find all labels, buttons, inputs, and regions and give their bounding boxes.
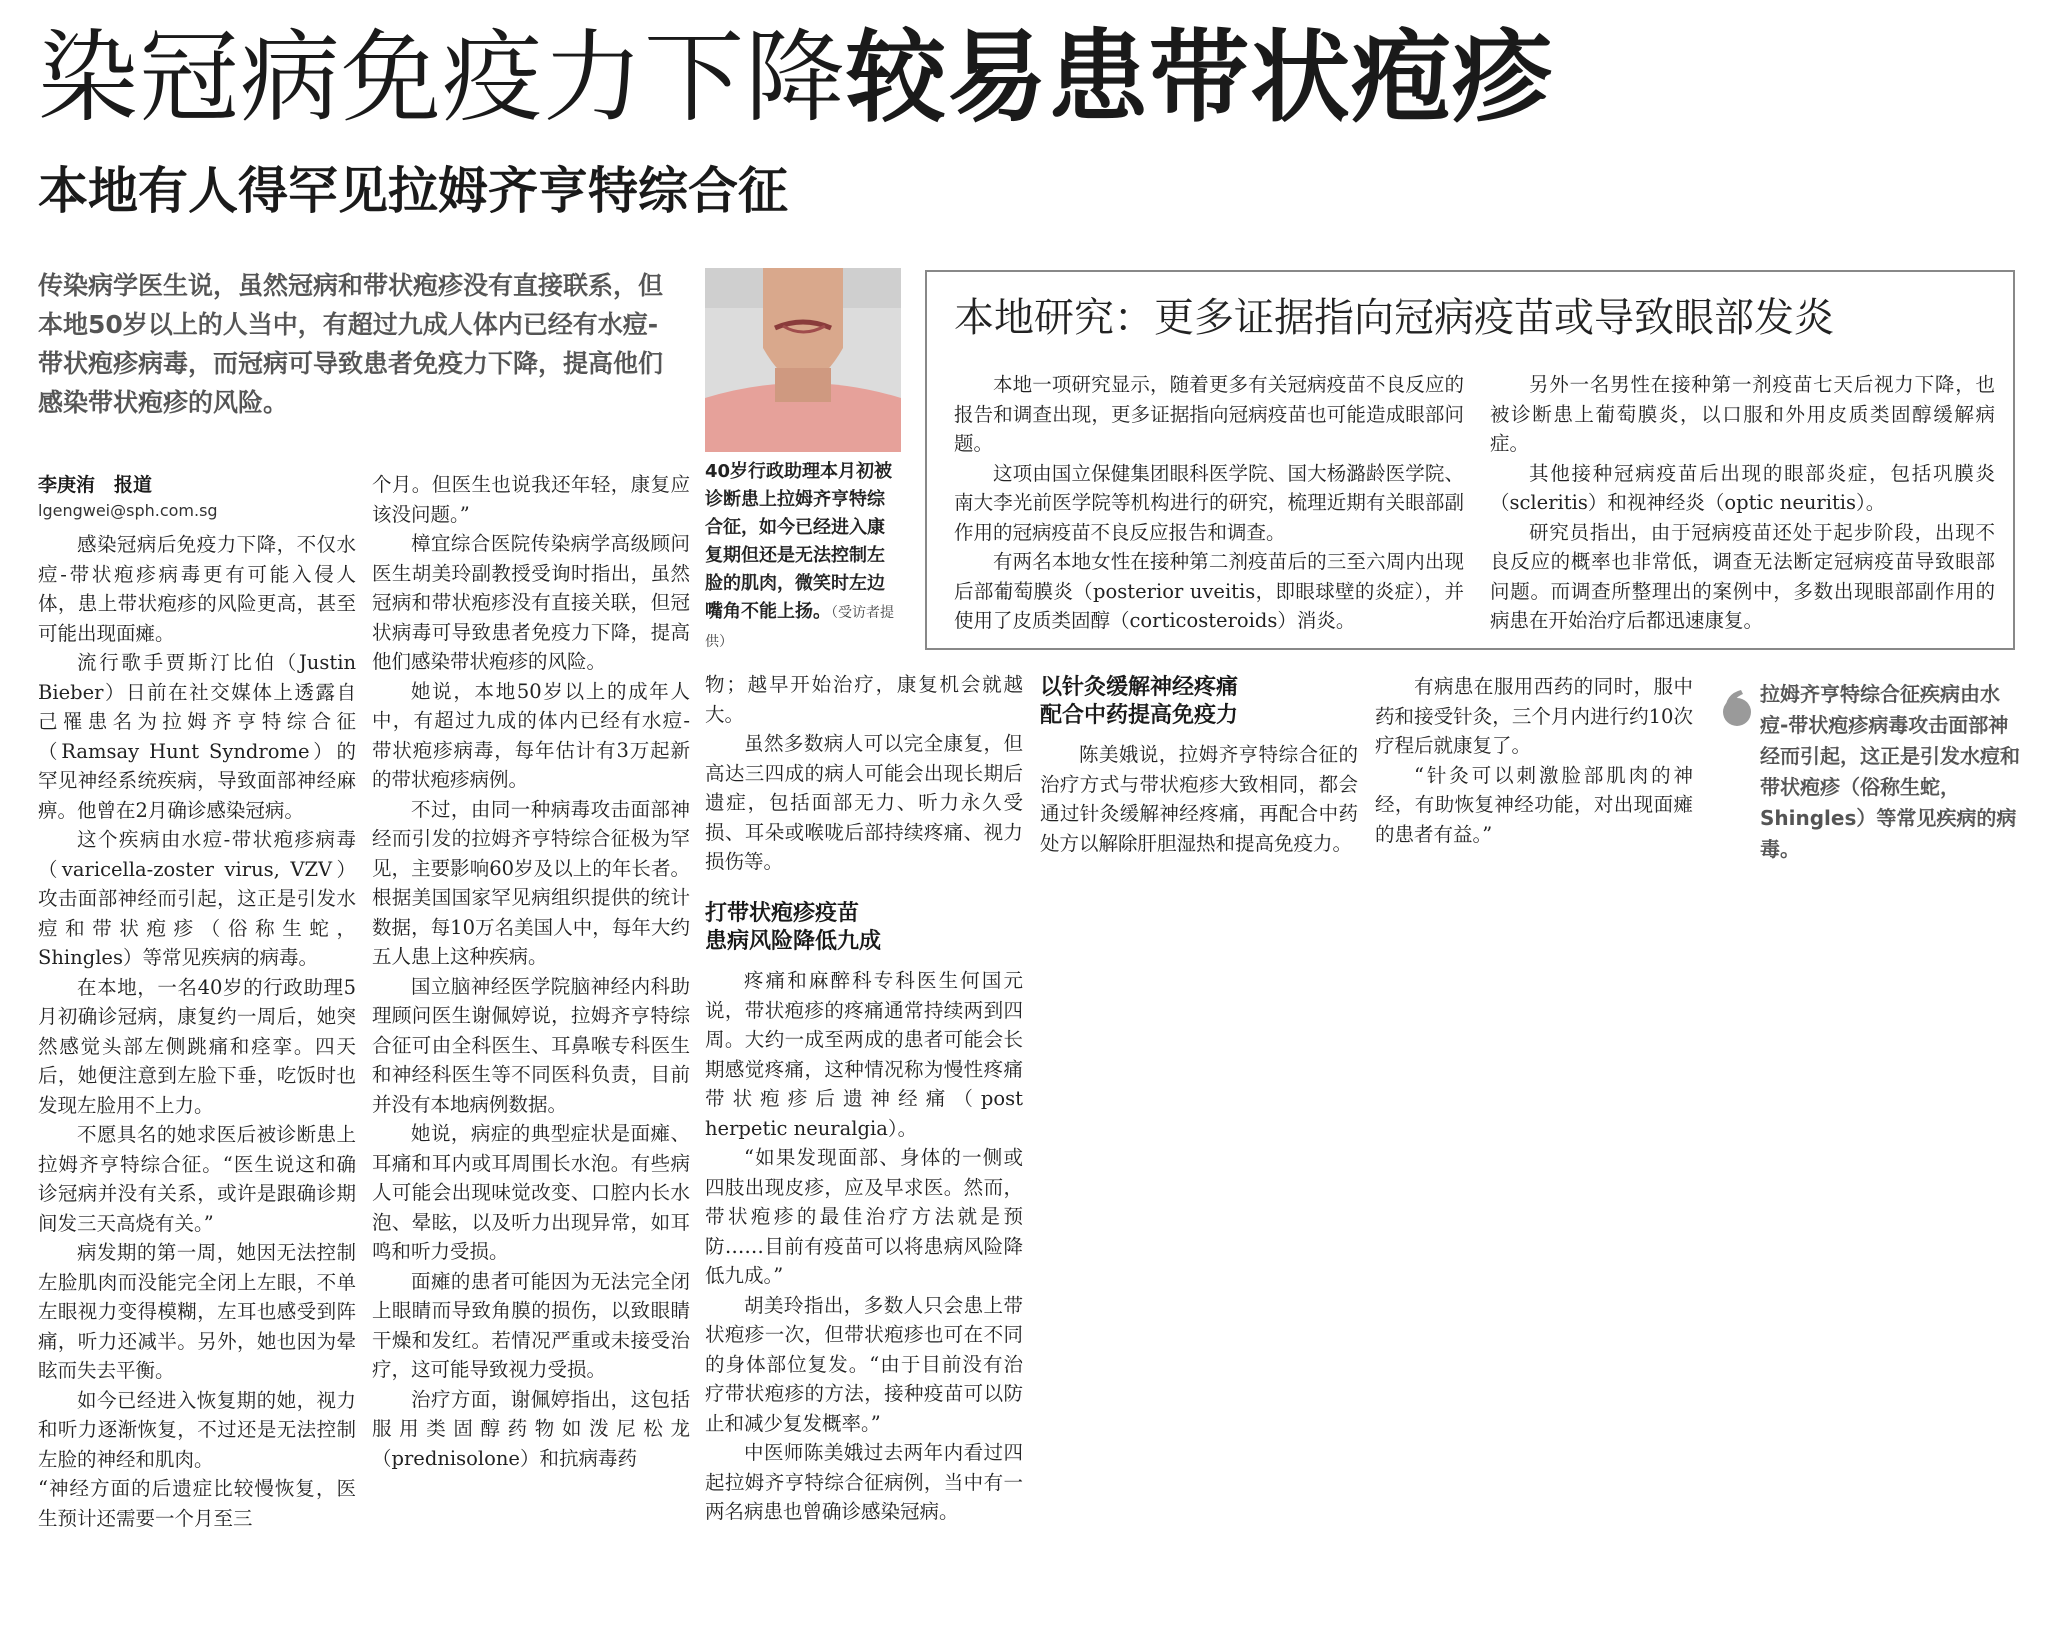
article-column-5	[1375, 672, 1693, 849]
paragraph: 这项由国立保健集团眼科医学院、国大杨潞龄医学院、南大李光前医学院等机构进行的研究，梳理近期有关眼部副作用的冠病疫苗不良反应报告和调查。	[954, 461, 1464, 544]
paragraph: 这个疾病由水痘-带状疱疹病毒（varicella-zoster virus, VZV）攻击面部神经而引起，这正是引发水痘和带状疱疹（俗称生蛇，Shingles）等常见疾病的病毒。	[38, 828, 356, 969]
paragraph: 胡美玲指出，多数人只会患上带状疱疹一次，但带状疱疹也可在不同的身体部位复发。“由于目前没有治疗带状疱疹的方法，接种疫苗可以防止和减少复发概率。”	[705, 1293, 1023, 1435]
paragraph: 其他接种冠病疫苗后出现的眼部炎症，包括巩膜炎（scleritis）和视神经炎（optic neuritis）。	[1490, 461, 1995, 514]
paragraph: 有病患在服用西药的同时，服中药和接受针灸，三个月内进行约10次疗程后就康复了。	[1375, 675, 1693, 757]
paragraph: 研究员指出，由于冠病疫苗还处于起步阶段，出现不良反应的概率也非常低，调查无法断定冠病疫苗导致眼部问题。而调查所整理出的案例中，多数出现眼部副作用的病患在开始治疗后都迅速康复。	[1490, 520, 1995, 632]
paragraph: 她说，病症的典型症状是面瘫、耳痛和耳内或耳周围长水泡。有些病人可能会出现味觉改变、口腔内长水泡、晕眩，以及听力出现异常，如耳鸣和听力受损。	[372, 1122, 690, 1263]
subhead-line: 患病风险降低九成	[705, 929, 882, 954]
sidebar-title: 本地研究：更多证据指向冠病疫苗或导致眼部发炎	[954, 295, 1834, 341]
pull-quote: 拉姆齐亨特综合征疾病由水痘-带状疱疹病毒攻击面部神经而引起，这正是引发水痘和带状疱疹（俗称生蛇，Shingles）等常见疾病的病毒。	[1760, 682, 2020, 861]
headline	[38, 18, 1553, 138]
quote-mark-icon	[1713, 686, 1755, 728]
paragraph: 她说，本地50岁以上的成年人中，有超过九成的体内已经有水痘-带状疱疹病毒，每年估计有3万起新的带状疱疹病例。	[372, 679, 690, 791]
article-column-1	[38, 530, 356, 1533]
subhead-acupuncture	[1040, 674, 1360, 730]
paragraph: 个月。但医生也说我还年轻，康复应该没问题。”	[372, 473, 690, 526]
sidebar-column-left	[954, 370, 1464, 636]
subhead-vaccine	[705, 900, 1023, 956]
paragraph: “针灸可以刺激脸部肌肉的神经，有助恢复神经功能，对出现面瘫的患者有益。”	[1375, 763, 1693, 846]
headline-part2: 较易患带状疱疹	[846, 19, 1553, 136]
byline: 李庚洧 报道	[38, 474, 153, 496]
paragraph: 流行歌手贾斯汀比伯（Justin Bieber）日前在社交媒体上透露自己罹患名为拉姆齐亨特综合征（Ramsay Hunt Syndrome）的罕见神经系统疾病，导致面部神经麻痹。他曾在2月确诊感染冠病。	[38, 651, 356, 822]
paragraph: “神经方面的后遗症比较慢恢复，医生预计还需要一个月至三	[38, 1477, 356, 1530]
paragraph: 国立脑神经医学院脑神经内科助理顾问医生谢佩婷说，拉姆齐亨特综合征可由全科医生、耳鼻喉专科医生和神经科医生等不同医科负责，目前并没有本地病例数据。	[372, 974, 690, 1116]
subhead-line: 配合中药提高免疫力	[1040, 703, 1239, 728]
headline-part1: 染冠病免疫力下降	[38, 19, 846, 136]
paragraph: 另外一名男性在接种第一剂疫苗七天后视力下降，也被诊断患上葡萄膜炎，以口服和外用皮质类固醇缓解病症。	[1490, 373, 1995, 455]
sidebar-column-right	[1490, 370, 1995, 636]
subhead-line: 打带状疱疹疫苗	[705, 901, 860, 926]
paragraph: 病发期的第一周，她因无法控制左脸肌肉而没能完全闭上左眼，不单左眼视力变得模糊，左耳也感受到阵痛，听力还减半。另外，她也因为晕眩而失去平衡。	[38, 1241, 356, 1382]
paragraph: 在本地，一名40岁的行政助理5月初确诊冠病，康复约一周后，她突然感觉头部左侧跳痛和痉挛。四天后，她便注意到左脸下垂，吃饭时也发现左脸用不上力。	[38, 975, 356, 1117]
lede: 传染病学医生说，虽然冠病和带状疱疹没有直接联系，但本地50岁以上的人当中，有超过九成人体内已经有水痘-带状疱疹病毒，而冠病可导致患者免疫力下降，提高他们感染带状疱疹的风险。	[38, 271, 664, 417]
photo-caption	[705, 458, 901, 656]
paragraph: 樟宜综合医院传染病学高级顾问医生胡美玲副教授受询时指出，虽然冠病和带状疱疹没有直接关联，但冠状病毒可导致患者免疫力下降，提高他们感染带状疱疹的风险。	[372, 532, 690, 673]
article-photo	[705, 268, 901, 452]
paragraph: 面瘫的患者可能因为无法完全闭上眼睛而导致角膜的损伤，以致眼睛干燥和发红。若情况严重或未接受治疗，这可能导致视力受损。	[372, 1269, 690, 1381]
paragraph: 不过，由同一种病毒攻击面部神经而引发的拉姆齐亨特综合征极为罕见，主要影响60岁及以上的年长者。根据美国国家罕见病组织提供的统计数据，每10万名美国人中，每年大约五人患上这种疾病。	[372, 797, 690, 968]
paragraph: 陈美娥说，拉姆齐亨特综合征的治疗方式与带状疱疹大致相同，都会通过针灸缓解神经疼痛，再配合中药处方以解除肝胆湿热和提高免疫力。	[1040, 743, 1358, 855]
paragraph: 虽然多数病人可以完全康复，但高达三四成的病人可能会出现长期后遗症，包括面部无力、听力永久受损、耳朵或喉咙后部持续疼痛、视力损伤等。	[705, 732, 1023, 873]
paragraph: 如今已经进入恢复期的她，视力和听力逐渐恢复，不过还是无法控制左脸的神经和肌肉。	[38, 1388, 356, 1471]
article-column-3b	[705, 966, 1023, 1527]
paragraph: 中医师陈美娥过去两年内看过四起拉姆齐亨特综合征病例，当中有一两名病患也曾确诊感染冠病。	[705, 1441, 1023, 1523]
paragraph: 治疗方面，谢佩婷指出，这包括服用类固醇药物如泼尼松龙（prednisolone）和抗病毒药	[372, 1387, 690, 1470]
portrait-illustration	[705, 268, 901, 452]
subhead-line: 以针灸缓解神经疼痛	[1040, 675, 1239, 700]
paragraph: 有两名本地女性在接种第二剂疫苗后的三至六周内出现后部葡萄膜炎（posterior uveitis，即眼球壁的炎症），并使用了皮质类固醇（corticosteroids）消炎。	[954, 550, 1464, 632]
article-column-2	[372, 470, 690, 1473]
subheadline: 本地有人得罕见拉姆齐亨特综合征	[38, 162, 788, 220]
paragraph: “如果发现面部、身体的一侧或四肢出现皮疹，应及早求医。然而，带状疱疹的最佳治疗方法就是预防……目前有疫苗可以将患病风险降低九成。”	[705, 1146, 1023, 1287]
paragraph: 本地一项研究显示，随着更多有关冠病疫苗不良反应的报告和调查出现，更多证据指向冠病疫苗也可能造成眼部问题。	[954, 373, 1464, 455]
author-email: lgengwei@sph.com.sg	[38, 501, 218, 520]
paragraph: 感染冠病后免疫力下降，不仅水痘-带状疱疹病毒更有可能入侵人体，患上带状疱疹的风险更高，甚至可能出现面瘫。	[38, 533, 356, 645]
photo-credit: （受访者提供）	[705, 605, 894, 650]
paragraph: 物；越早开始治疗，康复机会就越大。	[705, 673, 1023, 726]
article-column-3	[705, 670, 1023, 877]
paragraph: 不愿具名的她求医后被诊断患上拉姆齐亨特综合征。“医生说这和确诊冠病并没有关系，或许是跟确诊期间发三天高烧有关。”	[38, 1123, 356, 1235]
paragraph: 疼痛和麻醉科专科医生何国元说，带状疱疹的疼痛通常持续两到四周。大约一成至两成的患者可能会长期感觉疼痛，这种情况称为慢性疼痛带状疱疹后遗神经痛（post herpetic neuralgia）。	[705, 969, 1023, 1140]
article-column-4	[1040, 740, 1358, 858]
caption-text: 40岁行政助理本月初被诊断患上拉姆齐亨特综合征，如今已经进入康复期但还是无法控制左脸的肌肉，微笑时左边嘴角不能上扬。	[705, 461, 893, 622]
